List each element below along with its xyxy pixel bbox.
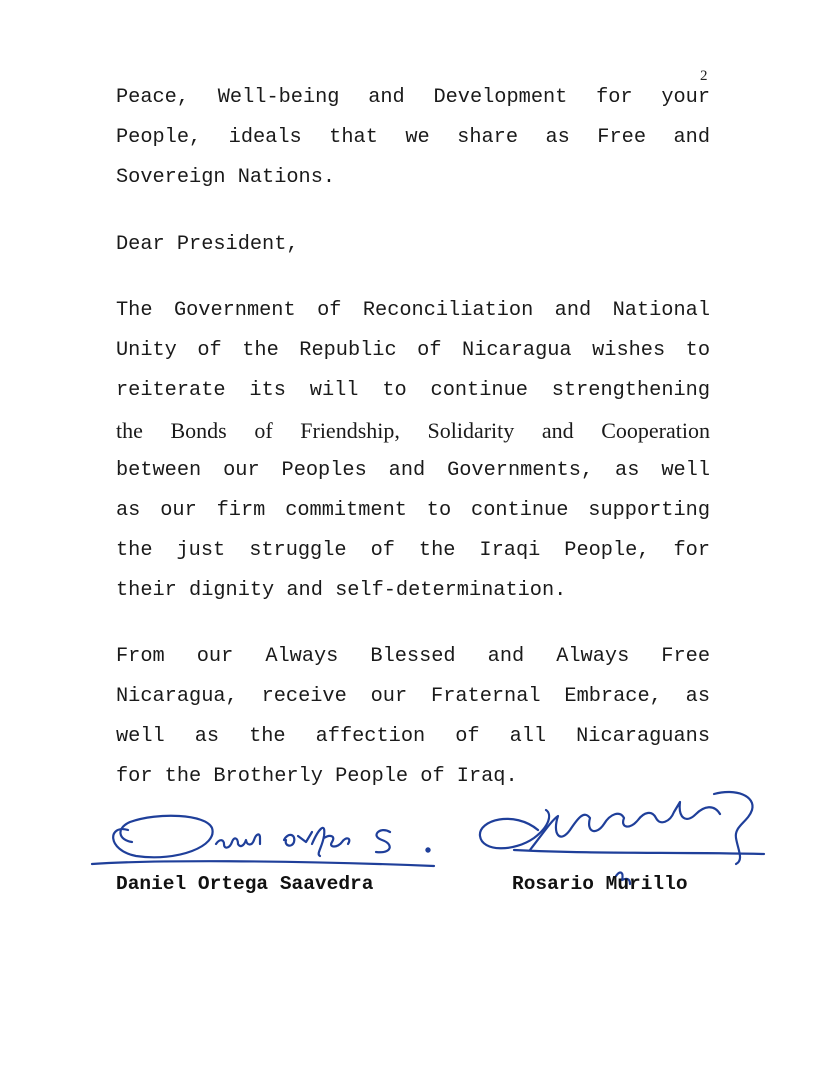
signature-daniel-ortega (88, 806, 448, 876)
text-line: From our Always Blessed and Always Free (116, 645, 710, 668)
signatory-name-left: Daniel Ortega Saavedra (116, 873, 374, 895)
text-line: Peace, Well-being and Development for your (116, 86, 710, 109)
paragraph-closing-ideals (116, 78, 710, 198)
page-number: 2 (700, 68, 708, 84)
text-line: the just struggle of the Iraqi People, for (116, 539, 710, 562)
salutation (116, 225, 710, 265)
text-line: well as the affection of all Nicaraguans (116, 725, 710, 748)
text-line: People, ideals that we share as Free and (116, 126, 710, 149)
text-line: Sovereign Nations. (116, 166, 336, 189)
text-line: reiterate its will to continue strengthening (116, 379, 710, 402)
text-line: Nicaragua, receive our Fraternal Embrace, as (116, 685, 710, 708)
text-line: The Government of Reconciliation and National (116, 299, 710, 322)
text-line: between our Peoples and Governments, as well (116, 459, 710, 482)
signatory-name-right: Rosario Murillo (512, 873, 688, 895)
text-line: Unity of the Republic of Nicaragua wishes to (116, 339, 710, 362)
text-line: the Bonds of Friendship, Solidarity and Cooperation (116, 418, 710, 443)
text-line: their dignity and self-determination. (116, 579, 567, 602)
paragraph-fraternal-embrace (116, 637, 710, 797)
text-line: as our firm commitment to continue supporting (116, 499, 710, 522)
paragraph-government-will (116, 291, 710, 611)
text-line: Dear President, (116, 233, 299, 256)
text-line: for the Brotherly People of Iraq. (116, 765, 518, 788)
